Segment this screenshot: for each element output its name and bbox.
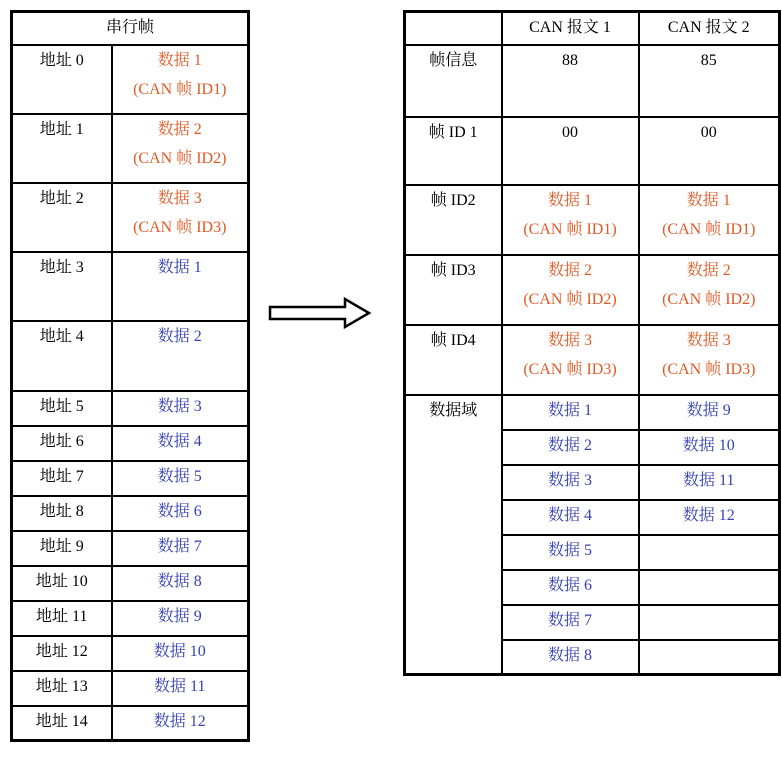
address-label: 地址 7: [12, 461, 112, 496]
can-message-table: [403, 10, 781, 676]
data-cell: 数据 10: [112, 636, 249, 671]
table-row: [405, 12, 780, 45]
address-label: 地址 10: [12, 566, 112, 601]
data-cell: [112, 114, 249, 183]
table-row: [405, 255, 780, 325]
data-cell: 数据 12: [112, 706, 249, 741]
field-label: 帧 ID 1: [405, 117, 502, 185]
value-cell: [639, 255, 780, 325]
data-cell: 数据 9: [112, 601, 249, 636]
data-line: 数据 2: [547, 261, 592, 279]
value-cell: 数据 4: [502, 500, 639, 535]
data-line: (CAN 帧 ID3): [662, 360, 756, 378]
value-cell: 数据 6: [502, 570, 639, 605]
value-cell: [639, 325, 780, 395]
value-cell: [639, 535, 780, 570]
address-label: 地址 3: [12, 252, 112, 321]
table-row: [405, 117, 780, 185]
table-row: [12, 252, 249, 321]
table-row: [12, 566, 249, 601]
address-label: 地址 1: [12, 114, 112, 183]
data-line: (CAN 帧 ID3): [523, 360, 617, 378]
value-cell: [639, 185, 780, 255]
data-line: 数据 2: [686, 261, 731, 279]
table-row: [12, 183, 249, 252]
value-cell: 88: [502, 45, 639, 117]
can-message-2-header: CAN 报文 2: [639, 12, 780, 45]
data-cell: 数据 2: [112, 321, 249, 391]
corner-cell: [405, 12, 502, 45]
data-cell: 数据 7: [112, 531, 249, 566]
value-cell: 数据 9: [639, 395, 780, 430]
field-label: 帧信息: [405, 45, 502, 117]
value-cell: 数据 2: [502, 430, 639, 465]
value-cell: 数据 12: [639, 500, 780, 535]
value-cell: [639, 570, 780, 605]
data-line: 数据 3: [686, 331, 731, 349]
can-message-1-header: CAN 报文 1: [502, 12, 639, 45]
table-row: [12, 426, 249, 461]
address-label: 地址 8: [12, 496, 112, 531]
table-row: [12, 671, 249, 706]
value-cell: 数据 7: [502, 605, 639, 640]
data-line: (CAN 帧 ID2): [662, 290, 756, 308]
address-label: 地址 2: [12, 183, 112, 252]
table-row: [12, 391, 249, 426]
data-line: (CAN 帧 ID1): [662, 220, 756, 238]
field-label: 帧 ID2: [405, 185, 502, 255]
value-cell: [639, 605, 780, 640]
data-line: 数据 2: [157, 120, 202, 138]
address-label: 地址 6: [12, 426, 112, 461]
value-cell: [502, 325, 639, 395]
data-cell: 数据 4: [112, 426, 249, 461]
data-cell: [112, 45, 249, 114]
data-cell: 数据 6: [112, 496, 249, 531]
table-row: [12, 636, 249, 671]
data-cell: 数据 3: [112, 391, 249, 426]
table-row: [12, 114, 249, 183]
address-label: 地址 14: [12, 706, 112, 741]
value-cell: 数据 11: [639, 465, 780, 500]
table-row: [405, 45, 780, 117]
table-row: [12, 706, 249, 741]
mapping-arrow: [268, 295, 372, 331]
value-cell: 85: [639, 45, 780, 117]
table-row: [12, 321, 249, 391]
data-field-label: 数据域: [405, 395, 502, 675]
table-row: [12, 45, 249, 114]
value-cell: 数据 10: [639, 430, 780, 465]
data-line: 数据 1: [157, 51, 202, 69]
address-label: 地址 11: [12, 601, 112, 636]
address-label: 地址 4: [12, 321, 112, 391]
table-row: [405, 325, 780, 395]
data-cell: [112, 183, 249, 252]
serial-frame-table: [10, 10, 250, 742]
data-line: 数据 3: [157, 189, 202, 207]
address-label: 地址 5: [12, 391, 112, 426]
data-line: (CAN 帧 ID2): [523, 290, 617, 308]
data-cell: 数据 1: [112, 252, 249, 321]
data-line: (CAN 帧 ID3): [133, 218, 227, 236]
value-cell: [639, 640, 780, 675]
value-cell: [502, 255, 639, 325]
table-row: [12, 531, 249, 566]
data-line: (CAN 帧 ID1): [133, 80, 227, 98]
address-label: 地址 9: [12, 531, 112, 566]
right-arrow-icon: [268, 295, 372, 331]
data-line: (CAN 帧 ID2): [133, 149, 227, 167]
serial-frame-title: 串行帧: [12, 12, 249, 45]
data-line: 数据 3: [547, 331, 592, 349]
address-label: 地址 0: [12, 45, 112, 114]
data-line: (CAN 帧 ID1): [523, 220, 617, 238]
table-row: [405, 395, 780, 430]
value-cell: 数据 8: [502, 640, 639, 675]
value-cell: 00: [502, 117, 639, 185]
table-row: [12, 601, 249, 636]
value-cell: 00: [639, 117, 780, 185]
field-label: 帧 ID4: [405, 325, 502, 395]
data-cell: 数据 11: [112, 671, 249, 706]
table-row: [12, 496, 249, 531]
value-cell: 数据 1: [502, 395, 639, 430]
data-line: 数据 1: [686, 191, 731, 209]
data-cell: 数据 5: [112, 461, 249, 496]
address-label: 地址 13: [12, 671, 112, 706]
value-cell: 数据 5: [502, 535, 639, 570]
address-label: 地址 12: [12, 636, 112, 671]
value-cell: 数据 3: [502, 465, 639, 500]
table-row: [12, 461, 249, 496]
table-row: [12, 12, 249, 45]
data-cell: 数据 8: [112, 566, 249, 601]
value-cell: [502, 185, 639, 255]
table-row: [405, 185, 780, 255]
field-label: 帧 ID3: [405, 255, 502, 325]
data-line: 数据 1: [547, 191, 592, 209]
